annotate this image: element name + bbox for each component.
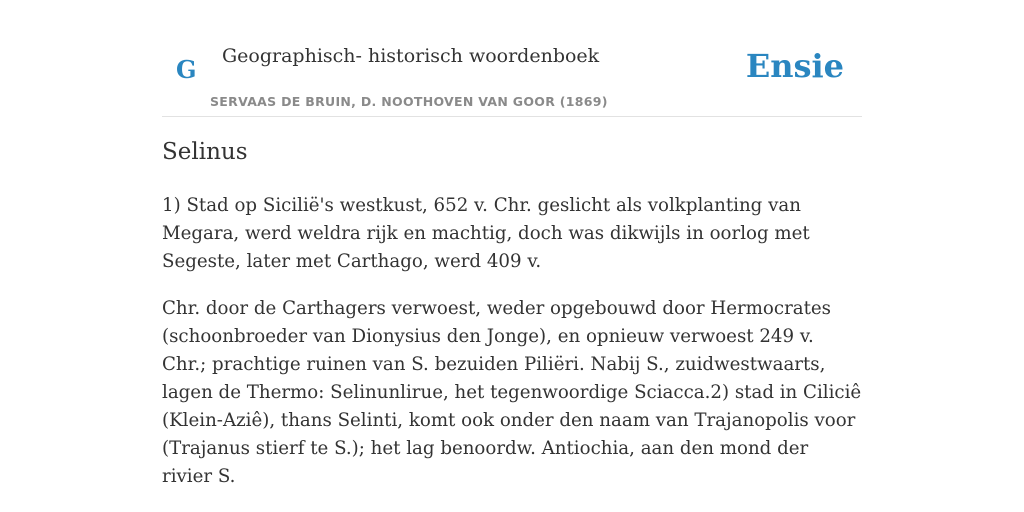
book-author: SERVAAS DE BRUIN, D. NOOTHOVEN VAN GOOR (1869)	[210, 94, 608, 109]
book-title-link[interactable]: Geographisch- historisch woordenboek	[222, 45, 600, 67]
book-header	[162, 0, 862, 117]
entry-body	[162, 192, 862, 510]
ensie-logo[interactable]: Ensie	[745, 47, 844, 85]
book-letter-badge[interactable]: G	[176, 55, 197, 84]
entry-paragraph: 1) Stad op Sicilië's westkust, 652 v. Chr. geslicht als volkplanting van Megara, werd weldra rijk en machtig, doch was dikwijls in oorlog met Segeste, later met Carthago, werd 409 v.	[162, 195, 810, 272]
entry-title: Selinus	[162, 139, 248, 165]
entry-paragraph: Chr. door de Carthagers verwoest, weder opgebouwd door Hermocrates (schoonbroeder van Dionysius den Jonge), en opnieuw verwoest 249 v. Chr.; prachtige ruinen van S. bezuiden Piliëri. Nabij S., zuidwestwaarts, lagen de Thermo: Selinunlirue, het tegenwoordige Sciacca.2) stad in Ciliciê (Klein-Aziê), thans Selinti, komt ook onder den naam van Trajanopolis voor (Trajanus stierf te S.); het lag benoordw. Antiochia, aan den mond der rivier S.	[162, 298, 862, 487]
